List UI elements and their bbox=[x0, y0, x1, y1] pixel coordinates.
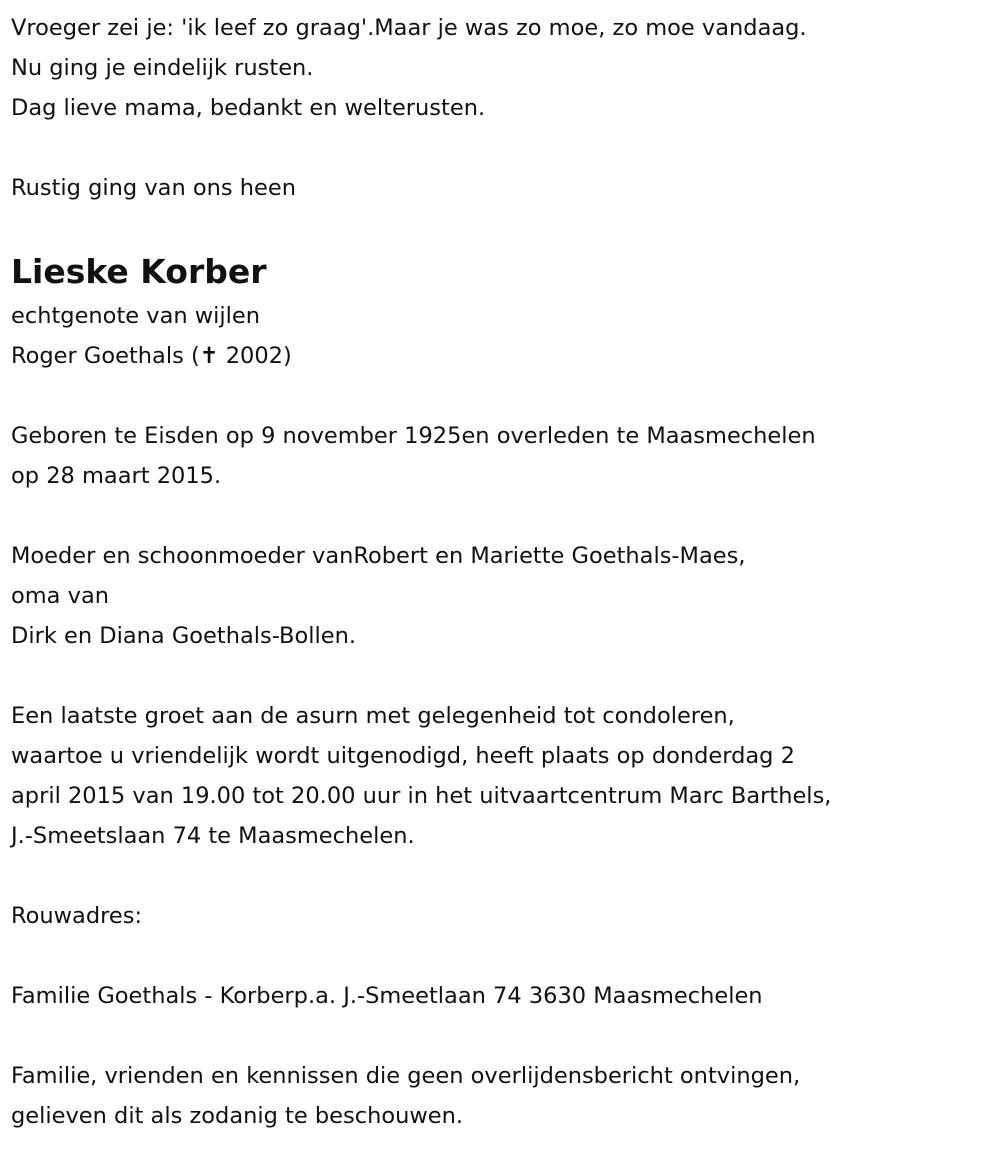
birth-death-line: op 28 maart 2015. bbox=[11, 463, 222, 489]
notice-line: gelieven dit als zodanig te beschouwen. bbox=[11, 1103, 464, 1129]
verse-line: Vroeger zei je: 'ik leef zo graag'.Maar je was zo moe, zo moe vandaag. bbox=[11, 15, 807, 41]
notice-line: Familie, vrienden en kennissen die geen overlijdensbericht ontvingen, bbox=[11, 1063, 801, 1089]
farewell-line: waartoe u vriendelijk wordt uitgenodigd, heeft plaats op donderdag 2 bbox=[11, 743, 795, 769]
spouse-line: echtgenote van wijlen bbox=[11, 303, 261, 329]
farewell-line: april 2015 van 19.00 tot 20.00 uur in het uitvaartcentrum Marc Barthels, bbox=[11, 783, 832, 809]
intro-text: Rustig ging van ons heen bbox=[11, 175, 296, 201]
address-text: Familie Goethals - Korberp.a. J.-Smeetlaan 74 3630 Maasmechelen bbox=[11, 983, 763, 1009]
deceased-name: Lieske Korber bbox=[11, 252, 267, 291]
birth-death-line: Geboren te Eisden op 9 november 1925en overleden te Maasmechelen bbox=[11, 423, 816, 449]
farewell-line: J.-Smeetslaan 74 te Maasmechelen. bbox=[11, 823, 415, 849]
family-line: Moeder en schoonmoeder vanRobert en Mariette Goethals-Maes, bbox=[11, 543, 746, 569]
address-label: Rouwadres: bbox=[11, 903, 143, 929]
family-line: Dirk en Diana Goethals-Bollen. bbox=[11, 623, 356, 649]
verse-line: Nu ging je eindelijk rusten. bbox=[11, 55, 314, 81]
family-line: oma van bbox=[11, 583, 109, 609]
verse-line: Dag lieve mama, bedankt en welterusten. bbox=[11, 95, 486, 121]
farewell-line: Een laatste groet aan de asurn met gelegenheid tot condoleren, bbox=[11, 703, 735, 729]
spouse-line: Roger Goethals (✝ 2002) bbox=[11, 343, 292, 369]
